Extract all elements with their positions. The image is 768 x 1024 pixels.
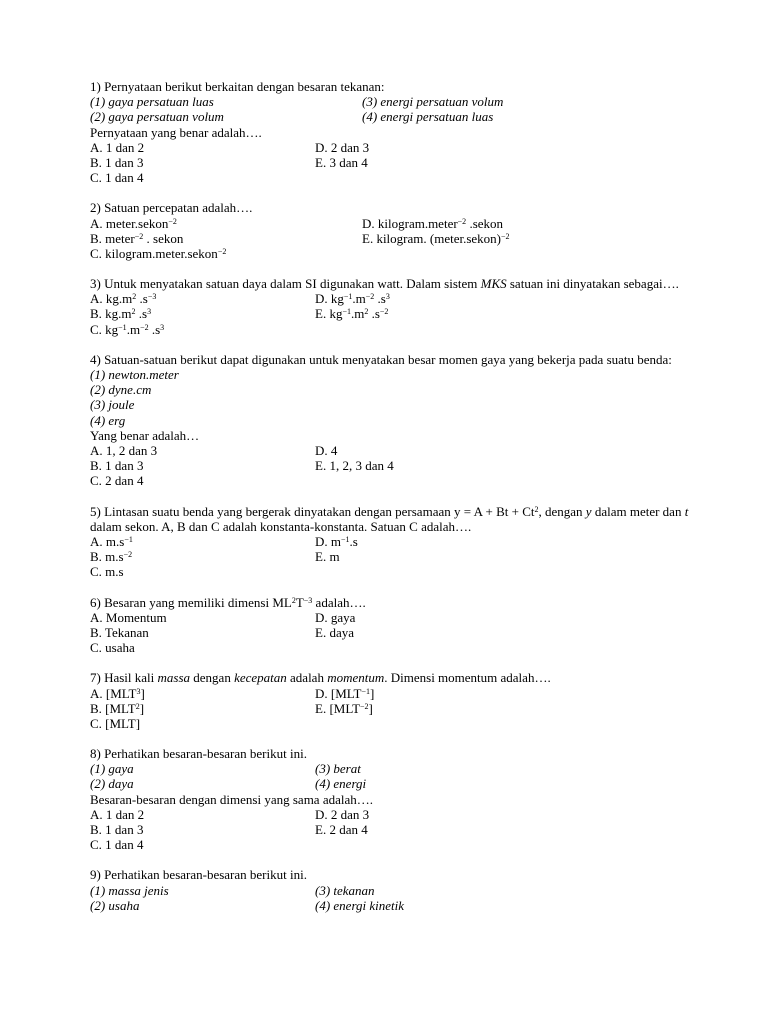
- statement: (1) gaya persatuan luas: [90, 94, 214, 110]
- option-row: [90, 216, 710, 231]
- answer-option: D. $[MLT^{-1}]$: [315, 685, 375, 701]
- option-row: [90, 458, 710, 473]
- answer-option: B. 1 dan 3: [90, 154, 144, 170]
- answer-option: B. 1 dan 3: [90, 458, 144, 474]
- option-row: [90, 625, 710, 640]
- statement: (3) berat: [315, 761, 361, 777]
- answer-option: A. 1, 2 dan 3: [90, 443, 158, 458]
- answer-option: A. $kg.m^2$ $.s^{-3}$: [90, 291, 157, 307]
- question-stem: 6) Besaran yang memiliki dimensi $ML^2T^{-3}$ adalah….: [90, 594, 366, 610]
- answer-option: E. 2 dan 4: [315, 822, 368, 838]
- option-row: [90, 549, 710, 564]
- question-6: [90, 595, 710, 656]
- answer-option: C. [MLT]: [90, 715, 141, 731]
- statement-item: (2) dyne.cm: [90, 382, 152, 398]
- statement-row: [90, 94, 710, 109]
- statement-row: [90, 883, 710, 898]
- answer-option: B. meter$^{-2}$ . sekon: [90, 230, 184, 246]
- answer-option: B. 1 dan 3: [90, 822, 144, 838]
- question-9: [90, 867, 710, 913]
- answer-option: D. $m^{-1}.s$: [315, 533, 358, 549]
- question-prompt: Pernyataan yang benar adalah….: [90, 124, 262, 140]
- option-row: [90, 291, 710, 306]
- question-stem: 3) Untuk menyatakan satuan daya dalam SI digunakan watt. Dalam sistem MKS satuan ini dinyatakan sebagai….: [90, 276, 679, 292]
- answer-option: A. Momentum: [90, 609, 167, 625]
- question-prompt: Besaran-besaran dengan dimensi yang sama adalah….: [90, 791, 374, 807]
- statement: (2) daya: [90, 776, 134, 792]
- statement: (4) energi kinetik: [315, 897, 405, 913]
- question-5: [90, 504, 710, 580]
- answer-option: D. 2 dan 3: [315, 806, 370, 822]
- answer-option: A. 1 dan 2: [90, 806, 145, 822]
- answer-option: C. m.s: [90, 564, 124, 580]
- option-row: [90, 640, 710, 655]
- answer-option: E. m: [315, 549, 340, 565]
- option-row: [90, 306, 710, 321]
- statement: (3) energi persatuan volum: [362, 94, 504, 110]
- answer-option: D. 4: [315, 443, 338, 458]
- question-8: [90, 746, 710, 852]
- option-row: [90, 322, 710, 337]
- statement-row: [90, 761, 710, 776]
- answer-option: C. $kg^{-1}.m^{-2}$ $.s^3$: [90, 321, 165, 337]
- statement: (3) tekanan: [315, 882, 375, 898]
- option-row: [90, 686, 710, 701]
- statement-item: (1) newton.meter: [90, 367, 179, 383]
- option-row: [90, 822, 710, 837]
- answer-option: E. $kg^{-1}.m^2$ $.s^{-2}$: [315, 306, 389, 322]
- answer-option: E. 1, 2, 3 dan 4: [315, 458, 394, 474]
- answer-option: C. 2 dan 4: [90, 473, 144, 489]
- question-stem: 5) Lintasan suatu benda yang bergerak dinyatakan dengan persamaan $y = A + Bt + Ct^2$, dengan y dalam meter dan t dalam sekon. A, B dan C adalah konstanta-konstanta. Satuan C adalah….: [90, 503, 689, 534]
- exam-document: [90, 79, 710, 928]
- answer-option: E. $[MLT^{-2}]$: [315, 700, 373, 716]
- question-stem: 9) Perhatikan besaran-besaran berikut ini.: [90, 867, 307, 883]
- answer-option: E. kilogram. (meter.sekon)$^{-2}$: [362, 230, 510, 246]
- answer-option: A. 1 dan 2: [90, 139, 145, 155]
- answer-option: B. [MLT$^2$]: [90, 700, 145, 716]
- answer-option: A. [MLT$^3$]: [90, 685, 145, 701]
- answer-option: C. 1 dan 4: [90, 170, 144, 186]
- question-3: [90, 276, 710, 337]
- answer-option: C. 1 dan 4: [90, 837, 144, 853]
- statement-row: [90, 898, 710, 913]
- statement: (4) energi: [315, 776, 367, 792]
- statement-row: [90, 776, 710, 791]
- option-row: [90, 231, 710, 246]
- answer-option: B. Tekanan: [90, 624, 149, 640]
- question-stem: 4) Satuan-satuan berikut dapat digunakan untuk menyatakan besar momen gaya yang bekerja pada suatu benda:: [90, 351, 672, 367]
- option-row: [90, 473, 710, 488]
- answer-option: A. meter.sekon$^{-2}$: [90, 215, 177, 231]
- statement: (1) gaya: [90, 761, 134, 777]
- statement: (2) usaha: [90, 897, 140, 913]
- answer-option: E. 3 dan 4: [315, 154, 368, 170]
- question-stem: 1) Pernyataan berikut berkaitan dengan besaran tekanan:: [90, 79, 385, 94]
- answer-option: D. gaya: [315, 609, 356, 625]
- option-row: [90, 155, 710, 170]
- option-row: [90, 534, 710, 549]
- question-stem: 7) Hasil kali massa dengan kecepatan adalah momentum. Dimensi momentum adalah….: [90, 670, 551, 686]
- option-row: [90, 701, 710, 716]
- answer-option: E. daya: [315, 624, 354, 640]
- question-stem: 2) Satuan percepatan adalah….: [90, 200, 253, 216]
- option-row: [90, 807, 710, 822]
- answer-option: B. $kg.m^2$ $.s^3$: [90, 306, 152, 322]
- answer-option: B. $m.s^{-2}$: [90, 549, 133, 565]
- option-row: [90, 170, 710, 185]
- answer-option: A. $m.s^{-1}$: [90, 533, 133, 549]
- option-row: [90, 246, 710, 261]
- statement-item: (4) erg: [90, 412, 126, 428]
- answer-option: D. $kg^{-1}.m^{-2}$ $.s^3$: [315, 291, 390, 307]
- question-prompt: Yang benar adalah…: [90, 427, 200, 443]
- question-7: [90, 670, 710, 731]
- option-row: [90, 140, 710, 155]
- option-row: [90, 564, 710, 579]
- question-1: [90, 79, 710, 185]
- question-2: [90, 200, 710, 261]
- answer-option: D. 2 dan 3: [315, 139, 370, 155]
- statement-item: (3) joule: [90, 397, 135, 413]
- option-row: [90, 610, 710, 625]
- statement-row: [90, 109, 710, 124]
- question-4: [90, 352, 710, 489]
- statement: (2) gaya persatuan volum: [90, 109, 224, 125]
- option-row: [90, 443, 710, 458]
- question-stem: 8) Perhatikan besaran-besaran berikut ini.: [90, 746, 307, 762]
- statement: (1) massa jenis: [90, 882, 169, 898]
- answer-option: C. kilogram.meter.sekon$^{-2}$: [90, 245, 227, 261]
- option-row: [90, 716, 710, 731]
- answer-option: C. usaha: [90, 640, 135, 656]
- answer-option: D. kilogram.meter$^{-2}$ .sekon: [362, 215, 504, 231]
- option-row: [90, 837, 710, 852]
- statement: (4) energi persatuan luas: [362, 109, 494, 125]
